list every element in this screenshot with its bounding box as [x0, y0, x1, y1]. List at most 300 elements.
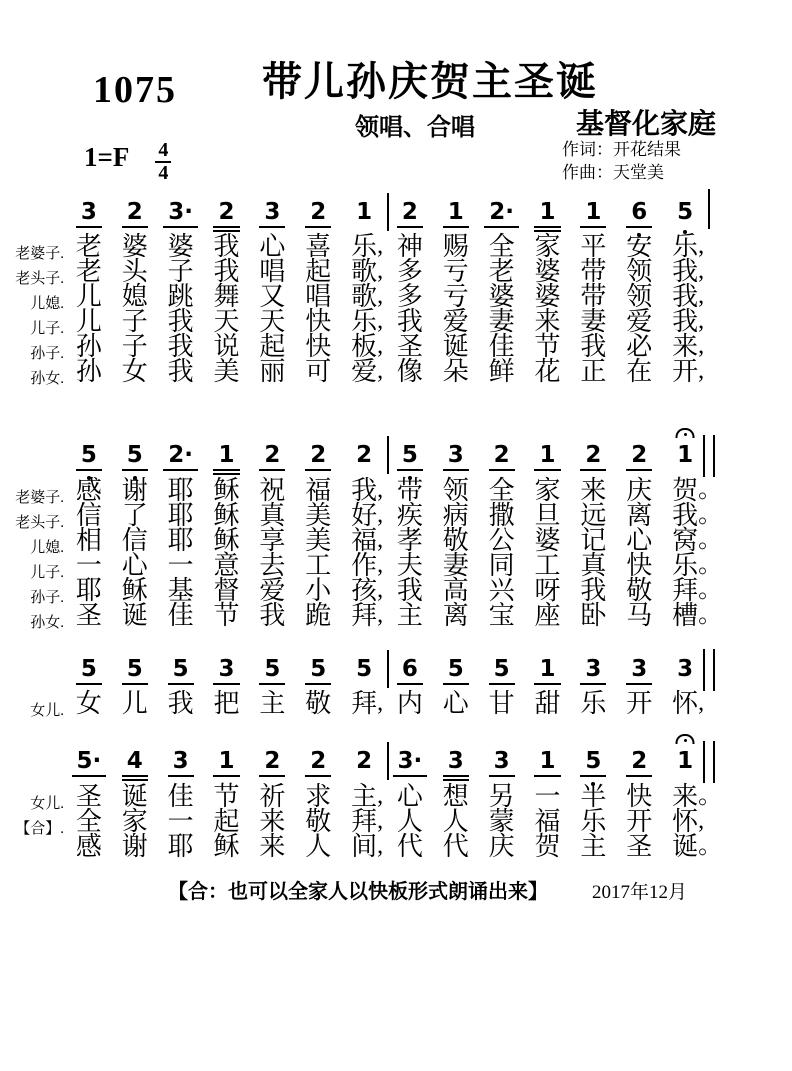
lyric-char: 基 [167, 576, 194, 605]
lyric-char: 孙 [75, 332, 102, 361]
note [112, 200, 158, 225]
lyric-syllable [204, 358, 250, 385]
lyric-char: 儿 [75, 307, 102, 336]
lyric-punctuation: 。 [698, 577, 723, 603]
lyric-char: 信 [75, 501, 102, 530]
lyric-char: 子 [121, 307, 148, 336]
lyric-syllable [295, 690, 341, 717]
lyric-char: 歌 , [351, 282, 384, 311]
lyric-char: 妻 [442, 551, 469, 580]
lyric-syllable [249, 308, 295, 335]
lyric-syllable [662, 690, 708, 717]
lyric-syllable [616, 552, 662, 579]
lyric-char: 甘 [488, 689, 515, 718]
lyric-syllable [204, 333, 250, 360]
lyric-char: 领 [442, 476, 469, 505]
lyric-syllable [525, 552, 571, 579]
note [387, 443, 433, 468]
lyric-syllable [158, 358, 204, 385]
lyric-punctuation: 。 [698, 833, 723, 859]
lyric-syllable [525, 527, 571, 554]
lyric-syllable [570, 577, 616, 604]
lyric-char: 好 , [351, 501, 384, 530]
lyric-char: 天 [259, 307, 286, 336]
eighth-underline [580, 469, 606, 471]
sixteenth-underline [443, 779, 469, 781]
note-number: 5 [263, 657, 281, 682]
lyric-syllable [341, 233, 387, 260]
lyric-syllable [479, 690, 525, 717]
lyric-syllable [525, 502, 571, 529]
lyric-cells [66, 832, 723, 861]
lyric-char: 人 [396, 807, 423, 836]
eighth-underline [443, 226, 469, 228]
note-number: 1 [676, 749, 694, 774]
note [662, 200, 708, 225]
lyric-syllable [433, 283, 479, 310]
lyric-char: 家 [534, 232, 561, 261]
note [341, 443, 387, 468]
lyric-char: 子 [167, 257, 194, 286]
lyric-punctuation: , [377, 552, 384, 578]
note-number: 5 [80, 657, 98, 682]
eighth-underline [626, 226, 652, 228]
eighth-underline [168, 683, 194, 685]
lyric-char: 美 [305, 501, 332, 530]
lyric-syllable [249, 527, 295, 554]
lyric-syllable [249, 808, 295, 835]
lyric-syllable [433, 527, 479, 554]
fermata-icon [676, 734, 695, 744]
lyric-char: 女 [121, 357, 148, 386]
lyric-cells [66, 233, 708, 260]
lyric-syllable [249, 283, 295, 310]
note-number: 2 [309, 749, 327, 774]
lyric-char: 全 [75, 807, 102, 836]
eighth-underline [76, 226, 102, 228]
lyric-char: 心 [121, 551, 148, 580]
note [662, 443, 708, 468]
note-number: 5 [493, 657, 511, 682]
lyric-char: 疾 [396, 501, 423, 530]
lyric-char: 婆 [488, 282, 515, 311]
lyric-syllable [662, 601, 723, 630]
lyric-syllable [616, 308, 662, 335]
lyric-char: 我 [167, 307, 194, 336]
lyric-syllable [341, 552, 387, 579]
lyric-syllable [525, 308, 571, 335]
final-double-barline [703, 741, 715, 783]
key-and-meter [84, 139, 171, 184]
voice-label: 儿子. [30, 321, 64, 337]
lyric-syllable [341, 690, 387, 717]
lyric-punctuation: , [698, 283, 705, 309]
lyric-syllable [295, 552, 341, 579]
note [158, 749, 204, 774]
lyric-char: 诞 [442, 332, 469, 361]
lyric-syllable [387, 833, 433, 860]
lyric-char: 我 [580, 332, 607, 361]
lyric-char: 求 [305, 782, 332, 811]
eighth-underline [397, 226, 423, 228]
lyric-syllable [479, 602, 525, 629]
lyric-syllable [204, 502, 250, 529]
lyric-syllable [112, 552, 158, 579]
note [341, 200, 387, 225]
lyric-syllable [158, 602, 204, 629]
note-number: 2 [584, 443, 602, 468]
lyric-punctuation: , [377, 258, 384, 284]
lyric-line [0, 551, 792, 581]
lyric-syllable [433, 690, 479, 717]
lyric-char: 夫 [396, 551, 423, 580]
lyric-syllable [616, 258, 662, 285]
lyric-syllable [249, 502, 295, 529]
lyric-syllable [158, 833, 204, 860]
note [479, 657, 525, 682]
lyric-syllable [66, 258, 112, 285]
lyric-syllable [158, 552, 204, 579]
note-number: 1 [356, 199, 373, 225]
lyric-char: 圣 [626, 832, 653, 861]
lyric-char: 美 [213, 357, 240, 386]
lyric-syllable [570, 308, 616, 335]
lyric-char: 我 [580, 576, 607, 605]
lyric-syllable [204, 258, 250, 285]
time-signature [155, 140, 171, 184]
lyric-char: 带 [396, 476, 423, 505]
lyric-char: 祝 [259, 476, 286, 505]
lyric-syllable [112, 527, 158, 554]
lyric-char: 拜 。 [672, 576, 723, 605]
lyric-char: 敬 [305, 689, 332, 718]
note-number: 3· [167, 200, 194, 225]
note-number: 5 [309, 657, 327, 682]
note [525, 200, 571, 225]
lyric-char: 离 [626, 501, 653, 530]
lyric-syllable [616, 808, 662, 835]
lyric-syllable [249, 233, 295, 260]
voice-label: 孙女. [30, 371, 64, 387]
lyric-char: 来 [259, 807, 286, 836]
lyric-syllable [249, 783, 295, 810]
note [66, 657, 112, 682]
lyric-char: 督 [213, 576, 240, 605]
note-number: 3 [677, 656, 694, 682]
eighth-underline [534, 683, 560, 685]
lyric-char: 快 [305, 332, 332, 361]
lyric-syllable [112, 358, 158, 385]
lyric-char: 婆 [534, 257, 561, 286]
note [616, 200, 662, 225]
lyric-char: 心 [442, 689, 469, 718]
lyric-syllable [387, 477, 433, 504]
lyric-syllable [525, 233, 571, 260]
lyric-syllable [112, 258, 158, 285]
note [295, 200, 341, 225]
lyric-char: 主 , [351, 782, 384, 811]
note-number: 2 [401, 200, 419, 225]
lyric-cells [66, 808, 708, 835]
lyric-punctuation: 。 [698, 527, 723, 553]
lyric-syllable [525, 690, 571, 717]
lyric-punctuation: 。 [698, 783, 723, 809]
lyric-syllable [341, 308, 387, 335]
lyric-syllable [341, 527, 387, 554]
lyric-char: 乐 , [351, 232, 384, 261]
lyric-char: 我 , [672, 257, 705, 286]
lyric-char: 圣 [75, 601, 102, 630]
note-number: 1 [676, 443, 694, 468]
lyric-syllable [479, 527, 525, 554]
barline [708, 189, 710, 229]
lyric-char: 起 [305, 257, 332, 286]
lyric-char: 说 [213, 332, 240, 361]
lyric-char: 心 [396, 782, 423, 811]
lyric-syllable [204, 527, 250, 554]
lyric-char: 意 [213, 551, 240, 580]
lyric-syllable [112, 233, 158, 260]
lyric-char: 天 [213, 307, 240, 336]
lyric-syllable [341, 283, 387, 310]
performance-mode-label: 领唱、合唱 [355, 114, 475, 141]
lyric-line [0, 782, 792, 812]
lyric-syllable [479, 833, 525, 860]
note [616, 443, 662, 468]
lyric-char: 家 [534, 476, 561, 505]
voice-label: 儿媳. [30, 296, 64, 312]
lyric-char: 来 , [672, 332, 705, 361]
lyric-syllable [66, 308, 112, 335]
lyric-line [0, 257, 792, 287]
lyric-syllable [66, 358, 112, 385]
lyric-char: 跳 [167, 282, 194, 311]
lyric-punctuation: , [377, 477, 384, 503]
eighth-underline [259, 469, 285, 471]
lyric-char: 小 [305, 576, 332, 605]
voice-label: 孙子. [30, 590, 64, 606]
note-number: 5· [76, 749, 103, 774]
lyric-char: 我 。 [672, 501, 723, 530]
lyric-syllable [112, 283, 158, 310]
lyric-syllable [387, 333, 433, 360]
eighth-underline [259, 775, 285, 777]
lyric-char: 家 [121, 807, 148, 836]
lyric-syllable [570, 690, 616, 717]
lyric-char: 开 , [672, 357, 705, 386]
lyric-syllable [616, 358, 662, 385]
lyric-char: 诞 [121, 782, 148, 811]
lyric-syllable [295, 333, 341, 360]
composer-credit: 作曲：天堂美 [562, 163, 664, 182]
lyric-syllable [295, 833, 341, 860]
lyric-syllable [662, 832, 723, 861]
lyric-syllable [112, 502, 158, 529]
credits [562, 138, 681, 184]
note [158, 443, 204, 468]
lyric-syllable [479, 552, 525, 579]
lyric-char: 唱 [259, 257, 286, 286]
lyric-cells [66, 501, 723, 530]
lyric-syllable [616, 833, 662, 860]
lyric-char: 一 [167, 551, 194, 580]
note-number: 3· [397, 749, 424, 774]
category-label: 基督化家庭 [576, 108, 717, 139]
lyric-cells [66, 576, 723, 605]
lyric-syllable [158, 690, 204, 717]
lyric-line [0, 832, 792, 861]
lyric-syllable [204, 602, 250, 629]
eighth-underline [626, 469, 652, 471]
lyric-syllable [433, 577, 479, 604]
lyric-punctuation: , [377, 283, 384, 309]
lyric-char: 跪 [305, 601, 332, 630]
lyric-char: 我 [167, 689, 194, 718]
lyric-punctuation: 。 [698, 552, 723, 578]
note [204, 200, 250, 225]
eighth-underline [489, 683, 515, 685]
lyric-syllable [341, 602, 387, 629]
note-number: 3 [447, 443, 465, 468]
lyric-syllable [662, 283, 708, 310]
lyric-syllable [158, 258, 204, 285]
lyric-char: 主 [259, 689, 286, 718]
lyric-syllable [295, 258, 341, 285]
barline [387, 436, 389, 474]
lyric-cells [66, 358, 708, 385]
lyric-char: 耶 [167, 476, 194, 505]
key-signature: 1=F [84, 142, 130, 172]
note-number: 1 [538, 200, 556, 225]
lyric-syllable [525, 808, 571, 835]
lyric-punctuation: , [377, 233, 384, 259]
eighth-underline [76, 683, 102, 685]
note [158, 657, 204, 682]
eighth-underline [489, 775, 515, 777]
lyric-char: 一 [167, 807, 194, 836]
note [616, 657, 662, 682]
lyric-syllable [112, 333, 158, 360]
lyric-cells [66, 283, 708, 310]
note [433, 749, 479, 774]
note-number: 3 [584, 657, 602, 682]
lyric-syllable [158, 527, 204, 554]
lyric-syllable [295, 283, 341, 310]
note [616, 749, 662, 774]
fermata-icon [676, 428, 695, 438]
lyric-syllable [295, 233, 341, 260]
note [295, 657, 341, 682]
lyric-char: 诞 。 [672, 832, 723, 861]
note-number: 5 [80, 443, 98, 468]
lyric-syllable [387, 502, 433, 529]
note [433, 200, 479, 225]
lyric-char: 座 [534, 601, 561, 630]
lyric-char: 诞 [121, 601, 148, 630]
eighth-underline [484, 226, 519, 228]
lyric-syllable [662, 358, 708, 385]
note [295, 749, 341, 774]
lyric-syllable [158, 808, 204, 835]
lyric-syllable [662, 501, 723, 530]
note-number: 2· [167, 443, 194, 468]
lyric-syllable [525, 602, 571, 629]
lyric-char: 撒 [488, 501, 515, 530]
note [66, 200, 112, 225]
lyric-char: 安 [626, 232, 653, 261]
lyric-syllable [570, 783, 616, 810]
lyric-char: 老 [488, 257, 515, 286]
lyric-char: 高 [442, 576, 469, 605]
note-number: 1 [538, 657, 556, 682]
lyric-char: 板 , [351, 332, 384, 361]
lyric-char: 必 [626, 332, 653, 361]
lyric-syllable [295, 502, 341, 529]
lyric-syllable [158, 502, 204, 529]
lyric-char: 婆 [534, 526, 561, 555]
lyric-syllable [662, 576, 723, 605]
eighth-underline [534, 226, 560, 228]
lyric-syllable [570, 283, 616, 310]
note [204, 749, 250, 774]
lyric-syllable [387, 552, 433, 579]
note-number: 5 [172, 657, 190, 682]
lyric-char: 一 [534, 782, 561, 811]
sixteenth-underline [213, 473, 239, 475]
lyric-syllable [295, 808, 341, 835]
lyric-char: 在 [626, 357, 653, 386]
eighth-underline [397, 469, 423, 471]
note-number: 3 [493, 749, 511, 774]
lyric-syllable [66, 333, 112, 360]
note [433, 657, 479, 682]
lyric-char: 我 [259, 601, 286, 630]
lyric-char: 一 [75, 551, 102, 580]
lyric-char: 来 [534, 307, 561, 336]
lyric-syllable [387, 308, 433, 335]
lyric-syllable [295, 308, 341, 335]
lyric-char: 工 [305, 551, 332, 580]
lyric-syllable [295, 527, 341, 554]
lyric-syllable [662, 476, 723, 505]
lyric-char: 真 [259, 501, 286, 530]
lyric-syllable [616, 577, 662, 604]
lyric-char: 耶 [167, 501, 194, 530]
lyric-char: 节 [213, 601, 240, 630]
eighth-underline [213, 226, 239, 228]
note-number: 2 [217, 200, 235, 225]
lyric-syllable [158, 233, 204, 260]
lyric-char: 享 [259, 526, 286, 555]
lyric-char: 佳 [488, 332, 515, 361]
note [570, 443, 616, 468]
lyric-char: 主 [396, 601, 423, 630]
lyric-punctuation: , [698, 258, 705, 284]
note-number: 5 [126, 657, 144, 682]
lyric-char: 福 [534, 807, 561, 836]
page-title: 带儿孙庆贺主圣诞 [262, 60, 598, 104]
lyric-char: 我 , [672, 307, 705, 336]
note-number: 2 [263, 749, 281, 774]
lyric-char: 全 [488, 476, 515, 505]
lyric-char: 福 , [351, 526, 384, 555]
lyric-char: 起 [213, 807, 240, 836]
lyric-syllable [204, 808, 250, 835]
lyric-syllable [249, 333, 295, 360]
eighth-underline [213, 469, 239, 471]
lyric-char: 稣 [213, 476, 240, 505]
hymn-number: 1075 [93, 69, 177, 111]
